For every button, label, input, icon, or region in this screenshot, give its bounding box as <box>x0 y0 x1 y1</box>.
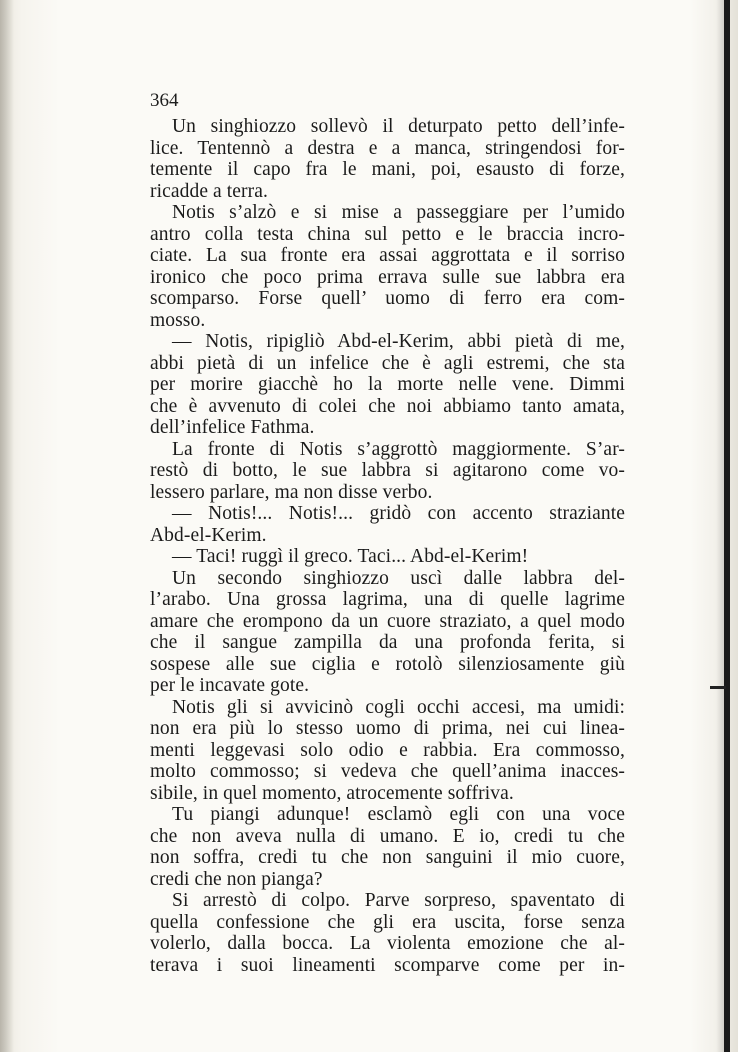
text-line: Notis s’alzò e si mise a passeggiare per l’umido <box>172 202 625 223</box>
text-line: terava i suoi lineamenti scomparve come per in- <box>150 954 625 976</box>
text-line: credi che non pianga? <box>150 868 323 890</box>
text-line: abbi pietà di un infelice che è agli estremi, che sta <box>150 352 625 374</box>
text-line: sospese alle sue ciglia e rotolò silenziosamente giù <box>150 653 625 675</box>
text-line: restò di botto, le sue labbra si agitarono come vo- <box>150 460 625 481</box>
text-line: Un secondo singhiozzo uscì dalle labbra del- <box>172 567 625 589</box>
page-edge-shadow <box>716 0 724 1052</box>
text-line: dell’infelice Fathma. <box>150 417 315 438</box>
text-line: scomparso. Forse quell’ uomo di ferro era com- <box>150 288 625 309</box>
text-line: temente il capo fra le mani, poi, esausto di forze, <box>150 159 625 180</box>
page-number: 364 <box>150 90 179 111</box>
body-text <box>150 116 625 976</box>
text-line: che il sangue zampilla da una profonda ferita, si <box>150 632 625 653</box>
text-line: volerlo, dalla bocca. La violenta emozione che al- <box>150 933 625 954</box>
text-line: che non aveva nulla di umano. E io, credi tu che <box>150 825 625 847</box>
text-line: — Notis!... Notis!... gridò con accento straziante <box>172 503 625 524</box>
text-line: per morire giacchè ho la morte nelle vene. Dimmi <box>150 374 625 395</box>
text-line: non soffra, credi tu che non sanguini il mio cuore, <box>150 847 625 868</box>
text-line: Tu piangi adunque! esclamò egli con una voce <box>172 804 625 825</box>
text-line: Notis gli si avvicinò cogli occhi accesi, ma umidi: <box>172 696 625 718</box>
text-line: ciate. La sua fronte era assai aggrottata e il sorriso <box>150 245 625 266</box>
text-line: Si arrestò di colpo. Parve sorpreso, spaventato di <box>172 890 625 911</box>
text-line: non era più lo stesso uomo di prima, nei cui linea- <box>150 718 625 739</box>
text-line: amare che erompono da un cuore straziato, a quel modo <box>150 610 625 632</box>
text-line: La fronte di Notis s’aggrottò maggiormente. S’ar- <box>172 438 625 460</box>
text-line: quella confessione che gli era uscita, forse senza <box>150 911 625 933</box>
text-line: ironico che poco prima errava sulle sue labbra era <box>150 266 625 288</box>
text-line: antro colla testa china sul petto e le braccia incro- <box>150 223 625 245</box>
text-line: lice. Tentennò a destra e a manca, stringendosi for- <box>150 137 625 159</box>
text-line: Un singhiozzo sollevò il deturpato petto dell’infe- <box>172 116 625 137</box>
text-line: che è avvenuto di colei che noi abbiamo tanto amata, <box>150 395 625 417</box>
text-line: per le incavate gote. <box>150 675 310 696</box>
text-line: lessero parlare, ma non disse verbo. <box>150 481 433 503</box>
text-line: l’arabo. Una grossa lagrima, una di quelle lagrime <box>150 589 625 610</box>
edge-mark <box>710 686 726 689</box>
binding-shadow <box>0 0 14 1052</box>
text-line: menti leggevasi solo odio e rabbia. Era commosso, <box>150 739 625 761</box>
text-line: — Notis, ripigliò Abd-el-Kerim, abbi pietà di me, <box>172 331 625 352</box>
text-line: molto commosso; si vedeva che quell’anima inacces- <box>150 761 625 782</box>
text-line: sibile, in quel momento, atrocemente soffriva. <box>150 782 514 804</box>
text-line: — Taci! ruggì il greco. Taci... Abd-el-Kerim! <box>172 546 529 567</box>
text-line: ricadde a terra. <box>150 180 268 202</box>
text-line: mosso. <box>150 309 206 331</box>
text-line: Abd-el-Kerim. <box>150 524 267 546</box>
page-edge <box>724 0 730 1052</box>
